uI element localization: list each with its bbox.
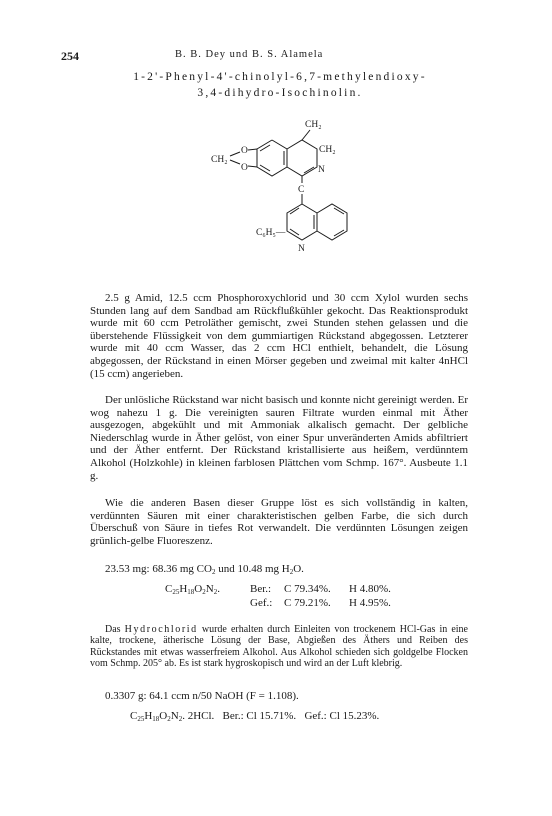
calculated-carbon: C 79.34%.	[284, 583, 331, 595]
term-hydrochlorid: Hydrochlorid	[124, 624, 198, 635]
label-ch2-right: CH₂	[319, 145, 336, 155]
calculated-hydrogen: H 4.80%.	[349, 583, 391, 595]
label-oxygen-lower: O	[241, 163, 248, 173]
label-carbon-bridge: C	[298, 185, 305, 195]
paragraph-properties: Wie die anderen Basen dieser Gruppe löst es sich vollständig in kalten, verdünnten Säuren mit einer charakteristischen gelben Farbe, die sich durch Überschuß von Säure in tiefes Rot verwandelt. Die verdünnten Lösungen zeigen grünlich-gelbe Fluoreszenz.	[90, 497, 468, 547]
paragraph-purification: Der unlösliche Rückstand war nicht basisch und konnte nicht gereinigt werden. Er wog nahezu 1 g. Die vereinigten sauren Filtrate wurden einmal mit Äther ausgezogen, abgekühlt und mit Ammoniak alkalisch gemacht. Der gelbliche Niederschlag wurde in Äther gelöst, von einer Spur unveränderten Amids abfiltriert und der Äther entfernt. Der Rückstand kristallisierte aus heißem, verdünntem Alkohol (Holzkohle) in kleinen farblosen Plättchen vom Schmp. 167°. Ausbeute 1.1 g.	[90, 394, 468, 482]
hydrochloride-analysis-line: $C_{25}H_{18}O_2N_2$. 2HCl. Ber.: Cl 15.71%. Gef.: Cl 15.23%.	[130, 710, 380, 723]
compound-title-line-2: 3,4-dihydro-Isochinolin.	[197, 87, 363, 99]
label-phenyl: C₆H₅—	[256, 228, 286, 238]
combustion-analysis-line: 23.53 mg: 68.36 mg $CO_2$ und 10.48 mg $H_2O$.	[105, 563, 304, 576]
found-row	[165, 597, 391, 611]
paragraph-preparation: 2.5 g Amid, 12.5 ccm Phosphoroxychlorid und 30 ccm Xylol wurden sechs Stunden lang auf dem Sandbad am Rückflußkühler gekocht. Das Reaktionsprodukt wurde mit 60 ccm Petroläther gemischt, zwei Stunden stehen gelassen und die überstehende Flüssigkeit von dem gummiartigen Rückstand abgegossen. Letzterer wurde mit 40 ccm Wasser, das 2 ccm HCl enthielt, behandelt, die Lösung abgegossen, der Rückstand in einen Mörser gegeben und zweimal mit kalter 4nHCl (15 ccm) angerieben.	[90, 292, 468, 380]
found-hydrogen: H 4.95%.	[349, 597, 391, 609]
label-ch2-left: CH₂	[211, 155, 228, 165]
running-head: B. B. Dey und B. S. Alamela	[175, 49, 324, 60]
found-carbon: C 79.21%.	[284, 597, 331, 609]
titration-line: 0.3307 g: 64.1 ccm n/50 NaOH (F = 1.108).	[105, 690, 299, 702]
label-nitrogen-quinoline: N	[298, 244, 305, 254]
label-oxygen-upper: O	[241, 146, 248, 156]
label-nitrogen-ring: N	[318, 165, 325, 175]
found-chlorine: Gef.: Cl 15.23%.	[304, 710, 380, 722]
molecular-formula: $C_{25}H_{18}O_2N_2$.	[165, 583, 220, 596]
label-ch2-top: CH₂	[305, 120, 322, 130]
calculated-chlorine: Ber.: Cl 15.71%.	[222, 710, 297, 722]
elemental-analysis-table	[165, 583, 391, 611]
calculated-row	[165, 583, 391, 597]
page-number: 254	[61, 49, 79, 63]
found-label: Gef.:	[250, 597, 273, 609]
calculated-label: Ber.:	[250, 583, 272, 595]
structural-formula-drawing	[200, 112, 370, 272]
paragraph-hydrochloride: Das Hydrochlorid wurde erhalten durch Einleiten von trockenem HCl-Gas in eine kalte, trockene, ätherische Lösung der Base, Abgießen des Äthers und Reiben des Rückstandes mit etwas wasserfreiem Alkohol. Aus Alkohol schieden sich goldgelbe Flocken vom Schmp. 205° ab. Es ist stark hygroskopisch und wird an der Luft klebrig.	[90, 624, 468, 670]
compound-title-line-1: 1-2'-Phenyl-4'-chinolyl-6,7-methylendioxy-	[133, 71, 427, 83]
structural-formula	[200, 112, 370, 272]
